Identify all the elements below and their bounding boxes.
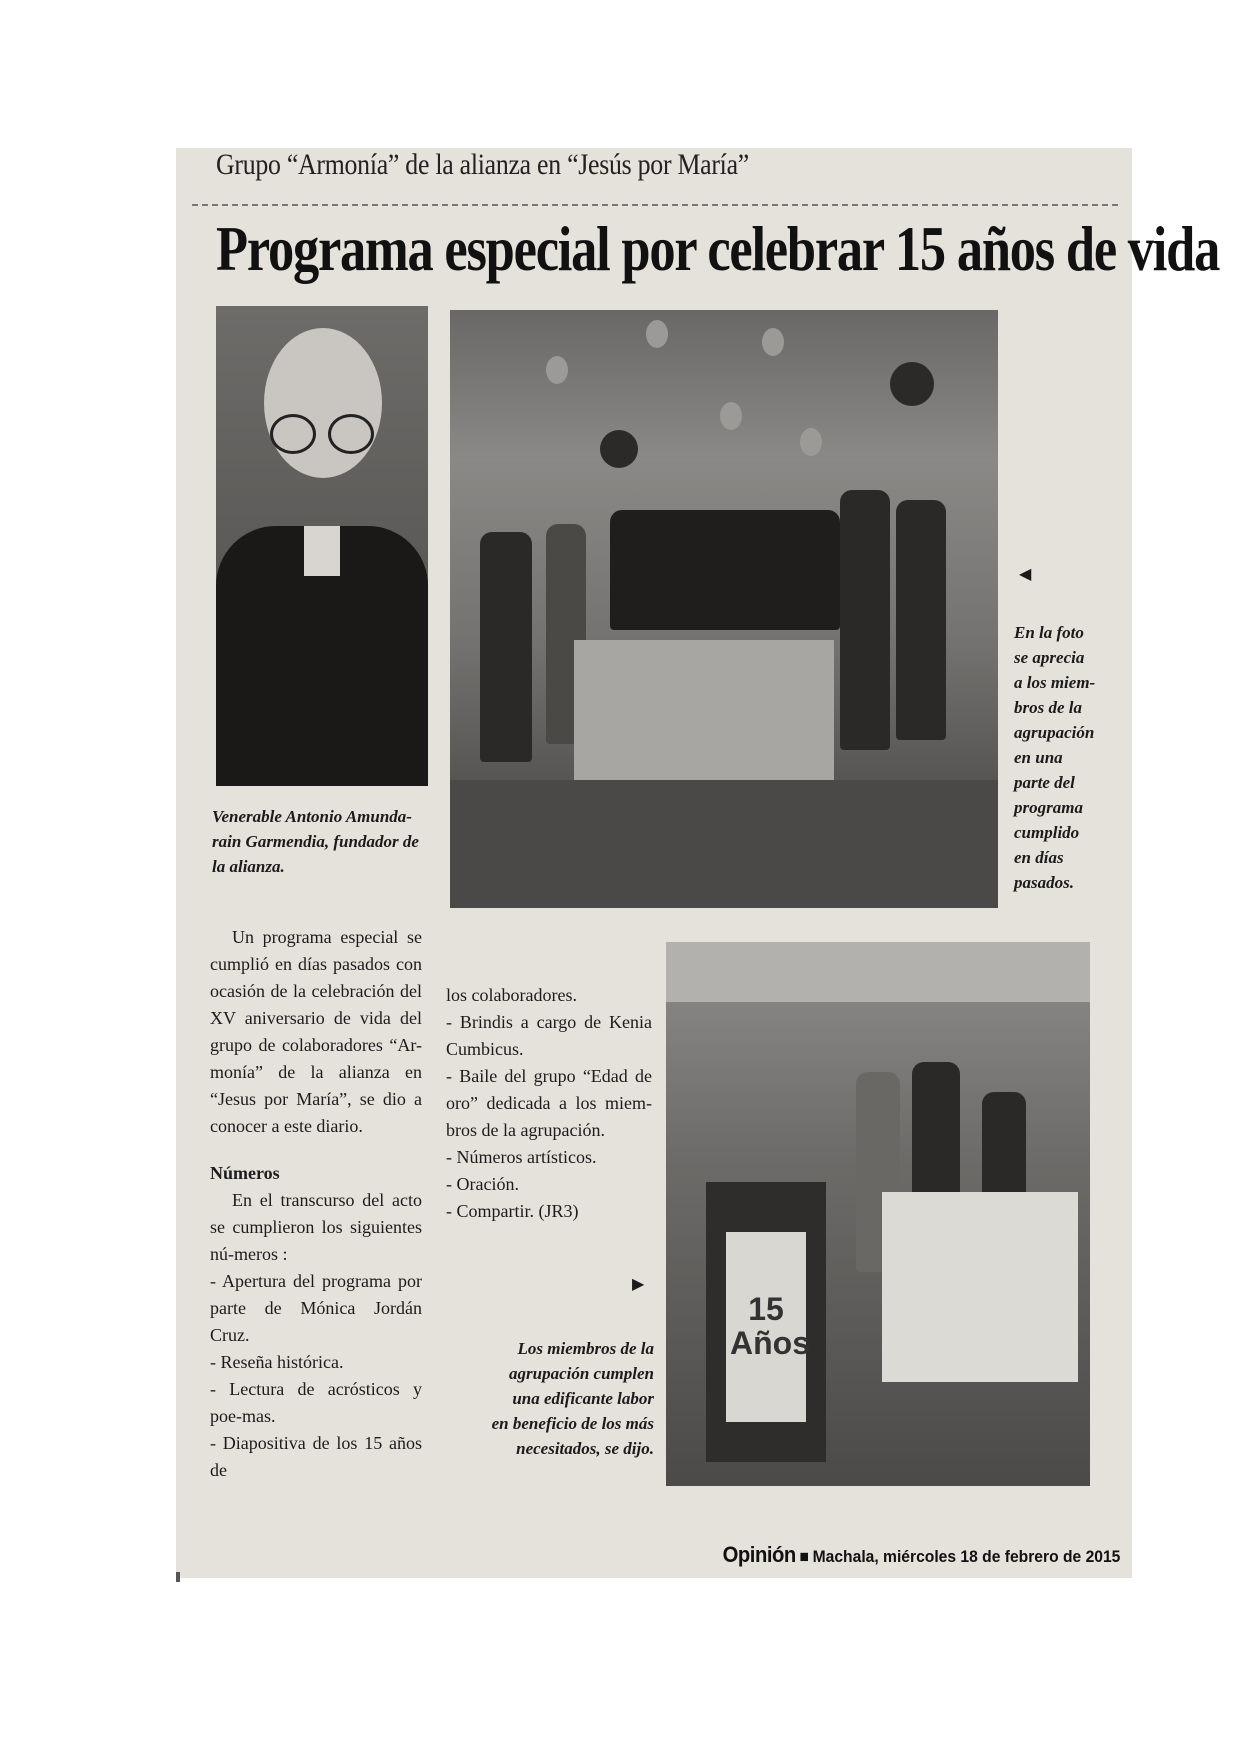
list-item: - Diapositiva de los 15 años de — [210, 1433, 422, 1480]
separator-icon: ■ — [799, 1547, 809, 1566]
members-photo — [666, 942, 1090, 1486]
list-item: - Compartir. (JR3) — [446, 1201, 579, 1221]
kicker: Grupo “Armonía” de la alianza en “Jesús por María” — [216, 148, 749, 181]
body-column-1 — [210, 924, 422, 1484]
newspaper-logo: Opinión — [722, 1542, 796, 1567]
anniversary-sign: 15 Años — [730, 1291, 810, 1361]
right-pointer-icon: ▶ — [632, 1276, 645, 1293]
intro-paragraph: Un programa especial se cumplió en días pasados con ocasión de la celebración del XV aniversario de vida del grupo de colaboradores “Ar-monía” de la alianza en “Jesus por María”, se dio a conocer a este diario. — [210, 927, 422, 1136]
list-item: - Lectura de acrósticos y poe-mas. — [210, 1379, 422, 1426]
portrait-caption: Venerable Antonio Amunda- rain Garmendia, fundador de la alianza. — [212, 807, 419, 876]
left-pointer-icon: ◀ — [1019, 566, 1032, 583]
newspaper-clipping — [176, 148, 1220, 1578]
subhead: Números — [210, 1163, 280, 1183]
list-item: los colaboradores. — [446, 985, 577, 1005]
list-item: - Apertura del programa por parte de Mónica Jordán Cruz. — [210, 1271, 422, 1345]
clip-edge — [176, 1572, 180, 1582]
group-caption: En la foto se aprecia a los miem- bros de la agrupación en una parte del programa cumplido en días pasados. — [1014, 623, 1096, 892]
list-item: - Brindis a cargo de Kenia Cumbicus. — [446, 1012, 652, 1059]
dateline: Machala, miércoles 18 de febrero de 2015 — [812, 1547, 1120, 1566]
members-caption: Los miembros de la agrupación cumplen una edificante labor en beneficio de los más necesitados, se dijo. — [491, 1339, 654, 1458]
portrait-photo — [216, 306, 428, 786]
body-column-2 — [446, 982, 652, 1225]
dashed-rule — [192, 204, 1118, 206]
group-photo — [450, 310, 998, 908]
footer-dateline — [722, 1542, 1120, 1568]
list-item: - Baile del grupo “Edad de oro” dedicada a los miem-bros de la agrupación. — [446, 1066, 652, 1140]
list-item: - Números artísticos. — [446, 1147, 597, 1167]
headline: Programa especial por celebrar 15 años de vida — [216, 213, 1220, 284]
list-item: - Oración. — [446, 1174, 519, 1194]
lead-paragraph: En el transcurso del acto se cumplieron los siguientes nú-meros : — [210, 1190, 422, 1264]
list-item: - Reseña histórica. — [210, 1352, 344, 1372]
